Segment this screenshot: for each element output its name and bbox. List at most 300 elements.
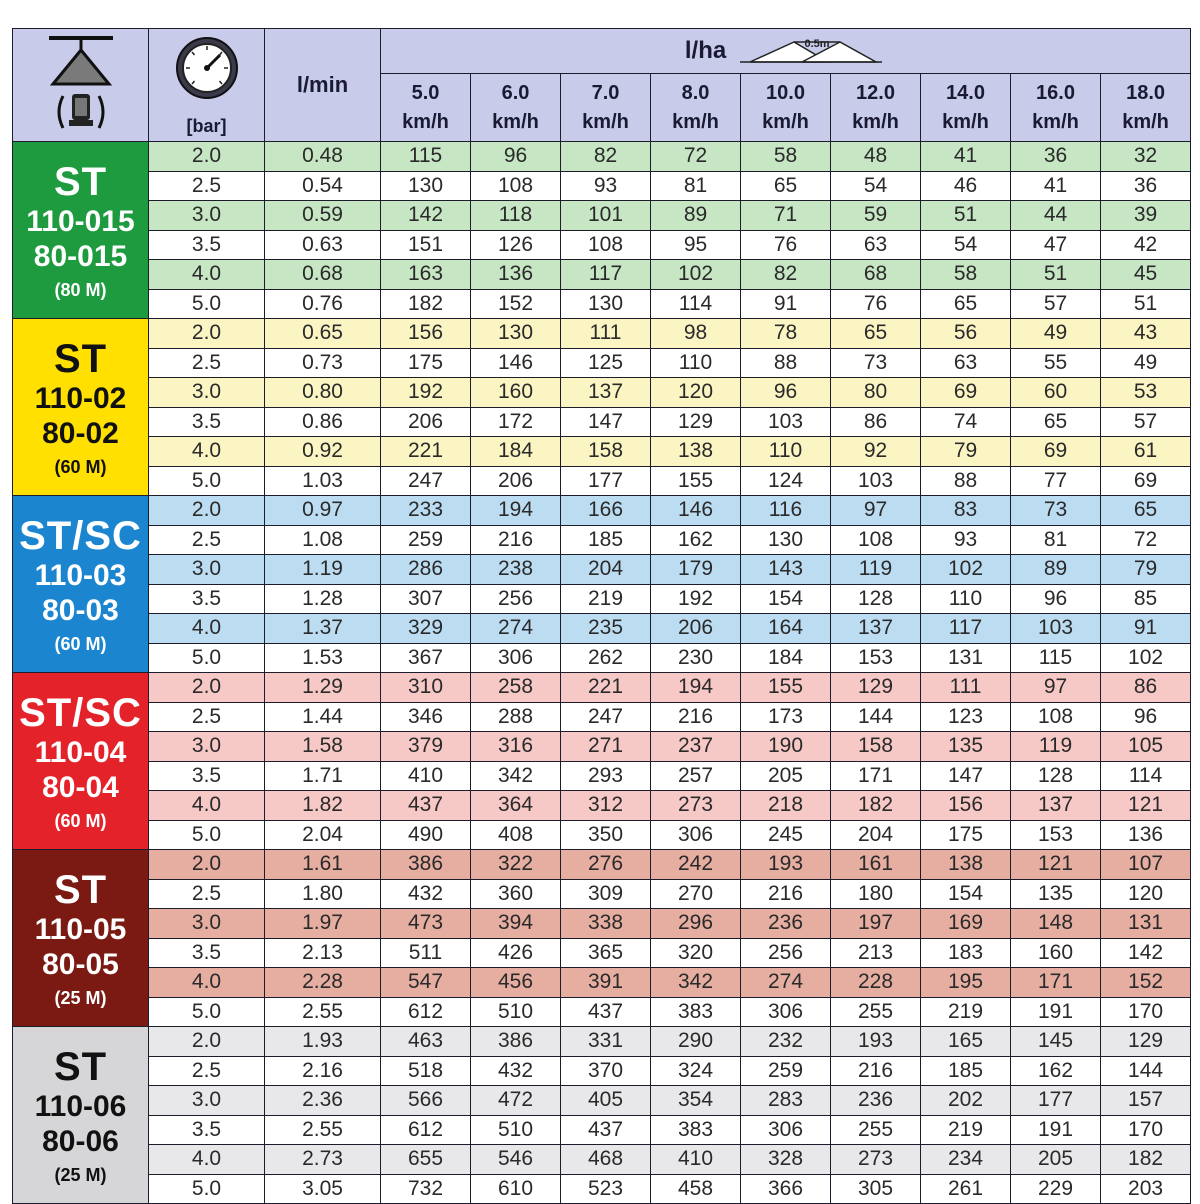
application-rate-cell: 54	[921, 230, 1011, 260]
application-rate-cell: 103	[831, 466, 921, 496]
flow-rate-cell: 0.97	[265, 496, 381, 526]
table-row	[13, 230, 1191, 260]
application-rate-cell: 732	[381, 1174, 471, 1204]
application-rate-cell: 273	[651, 791, 741, 821]
pressure-cell: 4.0	[149, 968, 265, 998]
flow-rate-cell: 2.73	[265, 1145, 381, 1175]
application-rate-cell: 51	[921, 201, 1011, 231]
application-rate-cell: 36	[1101, 171, 1191, 201]
application-rate-cell: 192	[651, 584, 741, 614]
application-rate-cell: 51	[1011, 260, 1101, 290]
application-rate-cell: 65	[1011, 407, 1101, 437]
pressure-cell: 2.0	[149, 673, 265, 703]
application-rate-cell: 203	[1101, 1174, 1191, 1204]
application-rate-cell: 81	[1011, 525, 1101, 555]
application-rate-cell: 39	[1101, 201, 1191, 231]
application-rate-cell: 219	[921, 997, 1011, 1027]
application-rate-cell: 56	[921, 319, 1011, 349]
application-rate-cell: 76	[831, 289, 921, 319]
application-rate-cell: 162	[651, 525, 741, 555]
application-rate-cell: 85	[1101, 584, 1191, 614]
nozzle-group-line2: 110-015	[26, 205, 135, 239]
application-rate-cell: 182	[1101, 1145, 1191, 1175]
application-rate-cell: 274	[741, 968, 831, 998]
pressure-cell: 2.5	[149, 171, 265, 201]
application-rate-cell: 61	[1101, 437, 1191, 467]
application-rate-cell: 49	[1101, 348, 1191, 378]
application-rate-cell: 257	[651, 761, 741, 791]
application-rate-cell: 365	[561, 938, 651, 968]
table-row	[13, 201, 1191, 231]
application-rate-cell: 306	[471, 643, 561, 673]
application-rate-cell: 610	[471, 1174, 561, 1204]
application-rate-cell: 184	[741, 643, 831, 673]
flow-rate-cell: 0.86	[265, 407, 381, 437]
application-rate-cell: 306	[651, 820, 741, 850]
application-rate-cell: 96	[1011, 584, 1101, 614]
application-rate-label: l/ha	[684, 37, 727, 64]
application-rate-cell: 103	[1011, 614, 1101, 644]
application-rate-cell: 92	[831, 437, 921, 467]
application-rate-cell: 135	[921, 732, 1011, 762]
application-rate-cell: 437	[381, 791, 471, 821]
application-rate-cell: 324	[651, 1056, 741, 1086]
pressure-cell: 2.0	[149, 319, 265, 349]
application-rate-cell: 182	[831, 791, 921, 821]
application-rate-cell: 49	[1011, 319, 1101, 349]
speed-value: 12.0	[856, 81, 895, 104]
application-rate-cell: 118	[471, 201, 561, 231]
application-rate-cell: 290	[651, 1027, 741, 1057]
application-rate-cell: 137	[1011, 791, 1101, 821]
flow-rate-cell: 2.55	[265, 1115, 381, 1145]
pressure-cell: 3.0	[149, 909, 265, 939]
speed-value: 10.0	[766, 81, 805, 104]
application-rate-cell: 177	[561, 466, 651, 496]
application-rate-cell: 153	[831, 643, 921, 673]
table-row	[13, 997, 1191, 1027]
application-rate-cell: 146	[471, 348, 561, 378]
application-rate-cell: 180	[831, 879, 921, 909]
application-rate-cell: 41	[921, 142, 1011, 172]
application-rate-cell: 129	[831, 673, 921, 703]
application-rate-cell: 410	[381, 761, 471, 791]
application-rate-cell: 383	[651, 1115, 741, 1145]
application-rate-cell: 346	[381, 702, 471, 732]
application-rate-cell: 88	[921, 466, 1011, 496]
application-rate-cell: 379	[381, 732, 471, 762]
application-rate-cell: 566	[381, 1086, 471, 1116]
application-rate-cell: 166	[561, 496, 651, 526]
application-rate-cell: 58	[921, 260, 1011, 290]
table-row	[13, 1056, 1191, 1086]
application-rate-cell: 114	[651, 289, 741, 319]
application-rate-cell: 110	[651, 348, 741, 378]
application-rate-cell: 136	[1101, 820, 1191, 850]
pressure-cell: 3.5	[149, 1115, 265, 1145]
application-rate-cell: 216	[741, 879, 831, 909]
application-rate-cell: 65	[741, 171, 831, 201]
flow-rate-cell: 0.68	[265, 260, 381, 290]
application-rate-cell: 286	[381, 555, 471, 585]
speed-value: 8.0	[681, 81, 710, 104]
application-rate-cell: 490	[381, 820, 471, 850]
pressure-cell: 5.0	[149, 1174, 265, 1204]
application-rate-cell: 59	[831, 201, 921, 231]
application-rate-cell: 258	[471, 673, 561, 703]
application-rate-cell: 155	[741, 673, 831, 703]
application-rate-cell: 383	[651, 997, 741, 1027]
table-row	[13, 466, 1191, 496]
application-rate-cell: 63	[921, 348, 1011, 378]
flow-rate-cell: 2.55	[265, 997, 381, 1027]
application-rate-cell: 193	[741, 850, 831, 880]
nozzle-group-line2: 110-06	[34, 1090, 127, 1124]
application-rate-cell: 394	[471, 909, 561, 939]
application-rate-cell: 270	[651, 879, 741, 909]
application-rate-cell: 119	[831, 555, 921, 585]
application-rate-cell: 170	[1101, 997, 1191, 1027]
application-rate-cell: 206	[651, 614, 741, 644]
application-rate-cell: 236	[831, 1086, 921, 1116]
application-rate-cell: 128	[831, 584, 921, 614]
application-rate-cell: 247	[381, 466, 471, 496]
application-rate-cell: 121	[1101, 791, 1191, 821]
application-rate-cell: 165	[921, 1027, 1011, 1057]
application-rate-cell: 95	[651, 230, 741, 260]
nozzle-group-label	[13, 142, 149, 319]
table-row	[13, 1027, 1191, 1057]
application-rate-cell: 96	[1101, 702, 1191, 732]
application-rate-cell: 195	[921, 968, 1011, 998]
application-rate-cell: 216	[831, 1056, 921, 1086]
application-rate-cell: 523	[561, 1174, 651, 1204]
application-rate-cell: 262	[561, 643, 651, 673]
pressure-cell: 3.5	[149, 230, 265, 260]
pressure-cell: 2.0	[149, 850, 265, 880]
application-rate-cell: 128	[1011, 761, 1101, 791]
application-rate-cell: 151	[381, 230, 471, 260]
application-rate-cell: 135	[1011, 879, 1101, 909]
application-rate-cell: 136	[471, 260, 561, 290]
application-rate-header	[381, 29, 1191, 74]
application-rate-cell: 234	[921, 1145, 1011, 1175]
application-rate-cell: 68	[831, 260, 921, 290]
speed-header-0	[381, 74, 471, 142]
application-rate-cell: 205	[741, 761, 831, 791]
speed-unit: km/h	[1032, 110, 1079, 133]
application-rate-cell: 138	[651, 437, 741, 467]
application-rate-cell: 102	[651, 260, 741, 290]
application-rate-cell: 322	[471, 850, 561, 880]
application-rate-cell: 41	[1011, 171, 1101, 201]
application-rate-cell: 72	[1101, 525, 1191, 555]
application-rate-cell: 74	[921, 407, 1011, 437]
application-rate-cell: 306	[741, 1115, 831, 1145]
application-rate-cell: 204	[831, 820, 921, 850]
table-row	[13, 614, 1191, 644]
spacing-label: 0.5m	[804, 38, 830, 50]
application-rate-cell: 32	[1101, 142, 1191, 172]
pressure-cell: 4.0	[149, 437, 265, 467]
application-rate-cell: 194	[651, 673, 741, 703]
application-rate-cell: 219	[561, 584, 651, 614]
pressure-cell: 3.0	[149, 378, 265, 408]
application-rate-cell: 86	[831, 407, 921, 437]
table-row	[13, 1086, 1191, 1116]
application-rate-cell: 468	[561, 1145, 651, 1175]
application-rate-cell: 58	[741, 142, 831, 172]
application-rate-cell: 230	[651, 643, 741, 673]
nozzle-rate-chart	[12, 28, 1191, 1204]
application-rate-cell: 156	[921, 791, 1011, 821]
speed-unit: km/h	[762, 110, 809, 133]
application-rate-cell: 216	[471, 525, 561, 555]
application-rate-cell: 57	[1011, 289, 1101, 319]
application-rate-cell: 116	[741, 496, 831, 526]
application-rate-cell: 360	[471, 879, 561, 909]
application-rate-cell: 78	[741, 319, 831, 349]
application-rate-cell: 171	[831, 761, 921, 791]
pressure-cell: 3.0	[149, 732, 265, 762]
application-rate-cell: 228	[831, 968, 921, 998]
application-rate-cell: 366	[741, 1174, 831, 1204]
nozzle-group-line4: (25 M)	[54, 988, 107, 1009]
application-rate-cell: 147	[921, 761, 1011, 791]
application-rate-cell: 171	[1011, 968, 1101, 998]
nozzle-group-line1: ST	[53, 1045, 108, 1090]
application-rate-cell: 408	[471, 820, 561, 850]
application-rate-cell: 153	[1011, 820, 1101, 850]
pressure-cell: 3.5	[149, 761, 265, 791]
speed-header-1	[471, 74, 561, 142]
application-rate-cell: 96	[471, 142, 561, 172]
pressure-cell: 2.5	[149, 702, 265, 732]
pressure-cell: 4.0	[149, 1145, 265, 1175]
flow-rate-cell: 1.28	[265, 584, 381, 614]
application-rate-cell: 316	[471, 732, 561, 762]
application-rate-cell: 370	[561, 1056, 651, 1086]
application-rate-cell: 130	[471, 319, 561, 349]
nozzle-group-line3: 80-06	[42, 1124, 119, 1158]
application-rate-cell: 55	[1011, 348, 1101, 378]
application-rate-cell: 137	[561, 378, 651, 408]
application-rate-cell: 105	[1101, 732, 1191, 762]
flow-rate-cell: 1.82	[265, 791, 381, 821]
table-row	[13, 348, 1191, 378]
application-rate-cell: 256	[471, 584, 561, 614]
application-rate-cell: 183	[921, 938, 1011, 968]
speed-value: 18.0	[1126, 81, 1166, 104]
application-rate-cell: 144	[831, 702, 921, 732]
table-row	[13, 968, 1191, 998]
application-rate-cell: 77	[1011, 466, 1101, 496]
pressure-cell: 3.0	[149, 1086, 265, 1116]
nozzle-group-line4: (25 M)	[54, 1165, 107, 1186]
flow-rate-cell: 0.65	[265, 319, 381, 349]
nozzle-group-line1: ST	[53, 337, 108, 382]
application-rate-cell: 42	[1101, 230, 1191, 260]
application-rate-cell: 117	[921, 614, 1011, 644]
application-rate-cell: 119	[1011, 732, 1101, 762]
flow-rate-cell: 1.53	[265, 643, 381, 673]
application-rate-table	[12, 28, 1191, 1204]
application-rate-cell: 242	[651, 850, 741, 880]
application-rate-cell: 218	[741, 791, 831, 821]
application-rate-cell: 154	[921, 879, 1011, 909]
application-rate-cell: 202	[921, 1086, 1011, 1116]
application-rate-cell: 131	[921, 643, 1011, 673]
application-rate-cell: 437	[561, 997, 651, 1027]
application-rate-cell: 36	[1011, 142, 1101, 172]
application-rate-cell: 65	[831, 319, 921, 349]
application-rate-cell: 255	[831, 997, 921, 1027]
application-rate-cell: 143	[741, 555, 831, 585]
nozzle-spacing-icon	[736, 36, 886, 66]
speed-header-7	[1011, 74, 1101, 142]
speed-header-4	[741, 74, 831, 142]
application-rate-cell: 120	[651, 378, 741, 408]
table-row	[13, 378, 1191, 408]
pressure-cell: 4.0	[149, 260, 265, 290]
application-rate-cell: 342	[471, 761, 561, 791]
application-rate-cell: 255	[831, 1115, 921, 1145]
application-rate-cell: 82	[741, 260, 831, 290]
application-rate-cell: 93	[561, 171, 651, 201]
flow-rate-cell: 1.29	[265, 673, 381, 703]
application-rate-cell: 98	[651, 319, 741, 349]
table-row	[13, 1115, 1191, 1145]
pressure-cell: 4.0	[149, 614, 265, 644]
speed-value: 5.0	[411, 81, 440, 104]
application-rate-cell: 410	[651, 1145, 741, 1175]
application-rate-cell: 73	[1011, 496, 1101, 526]
application-rate-cell: 305	[831, 1174, 921, 1204]
application-rate-cell: 47	[1011, 230, 1101, 260]
table-row	[13, 407, 1191, 437]
application-rate-cell: 145	[1011, 1027, 1101, 1057]
application-rate-cell: 161	[831, 850, 921, 880]
nozzle-group-line4: (60 M)	[54, 634, 107, 655]
application-rate-cell: 191	[1011, 997, 1101, 1027]
application-rate-cell: 612	[381, 1115, 471, 1145]
application-rate-cell: 342	[651, 968, 741, 998]
application-rate-cell: 72	[651, 142, 741, 172]
application-rate-cell: 247	[561, 702, 651, 732]
nozzle-group-line2: 110-05	[34, 913, 127, 947]
application-rate-cell: 73	[831, 348, 921, 378]
application-rate-cell: 81	[651, 171, 741, 201]
application-rate-cell: 142	[381, 201, 471, 231]
flow-rate-cell: 1.44	[265, 702, 381, 732]
flow-rate-cell: 2.04	[265, 820, 381, 850]
application-rate-cell: 103	[741, 407, 831, 437]
application-rate-cell: 367	[381, 643, 471, 673]
table-row	[13, 702, 1191, 732]
application-rate-cell: 364	[471, 791, 561, 821]
application-rate-cell: 179	[651, 555, 741, 585]
application-rate-cell: 156	[381, 319, 471, 349]
application-rate-cell: 283	[741, 1086, 831, 1116]
application-rate-cell: 307	[381, 584, 471, 614]
table-row	[13, 584, 1191, 614]
application-rate-cell: 123	[921, 702, 1011, 732]
speed-header-6	[921, 74, 1011, 142]
flow-rate-cell: 0.48	[265, 142, 381, 172]
application-rate-cell: 76	[741, 230, 831, 260]
flow-rate-header: l/min	[265, 29, 381, 142]
pressure-cell: 3.5	[149, 938, 265, 968]
application-rate-cell: 115	[381, 142, 471, 172]
application-rate-cell: 245	[741, 820, 831, 850]
application-rate-cell: 320	[651, 938, 741, 968]
application-rate-cell: 53	[1101, 378, 1191, 408]
pressure-cell: 5.0	[149, 997, 265, 1027]
nozzle-group-line4: (60 M)	[54, 457, 107, 478]
application-rate-cell: 386	[381, 850, 471, 880]
application-rate-cell: 129	[1101, 1027, 1191, 1057]
application-rate-cell: 191	[1011, 1115, 1101, 1145]
application-rate-cell: 65	[1101, 496, 1191, 526]
nozzle-group-line3: 80-03	[42, 593, 119, 627]
nozzle-group-label	[13, 319, 149, 496]
application-rate-cell: 328	[741, 1145, 831, 1175]
flow-rate-cell: 0.73	[265, 348, 381, 378]
application-rate-cell: 256	[741, 938, 831, 968]
application-rate-cell: 235	[561, 614, 651, 644]
application-rate-cell: 111	[561, 319, 651, 349]
application-rate-cell: 83	[921, 496, 1011, 526]
nozzle-group-line4: (80 M)	[54, 280, 107, 301]
pressure-cell: 5.0	[149, 643, 265, 673]
pressure-cell: 4.0	[149, 791, 265, 821]
application-rate-cell: 93	[921, 525, 1011, 555]
application-rate-cell: 463	[381, 1027, 471, 1057]
application-rate-cell: 144	[1101, 1056, 1191, 1086]
table-row	[13, 525, 1191, 555]
application-rate-cell: 102	[921, 555, 1011, 585]
application-rate-cell: 110	[921, 584, 1011, 614]
application-rate-cell: 194	[471, 496, 561, 526]
flow-rate-cell: 2.16	[265, 1056, 381, 1086]
flow-rate-cell: 0.54	[265, 171, 381, 201]
application-rate-cell: 69	[1101, 466, 1191, 496]
speed-value: 14.0	[946, 81, 985, 104]
nozzle-group-line3: 80-04	[42, 770, 119, 804]
application-rate-cell: 472	[471, 1086, 561, 1116]
application-rate-cell: 170	[1101, 1115, 1191, 1145]
application-rate-cell: 125	[561, 348, 651, 378]
application-rate-cell: 236	[741, 909, 831, 939]
application-rate-cell: 437	[561, 1115, 651, 1145]
application-rate-cell: 164	[741, 614, 831, 644]
application-rate-cell: 473	[381, 909, 471, 939]
application-rate-cell: 546	[471, 1145, 561, 1175]
application-rate-cell: 261	[921, 1174, 1011, 1204]
application-rate-cell: 86	[1101, 673, 1191, 703]
table-row	[13, 496, 1191, 526]
application-rate-cell: 147	[561, 407, 651, 437]
application-rate-cell: 206	[471, 466, 561, 496]
nozzle-group-line3: 80-05	[42, 947, 119, 981]
table-row	[13, 555, 1191, 585]
flow-rate-cell: 2.28	[265, 968, 381, 998]
application-rate-cell: 54	[831, 171, 921, 201]
speed-unit: km/h	[582, 110, 629, 133]
application-rate-cell: 69	[921, 378, 1011, 408]
table-row	[13, 879, 1191, 909]
application-rate-cell: 197	[831, 909, 921, 939]
